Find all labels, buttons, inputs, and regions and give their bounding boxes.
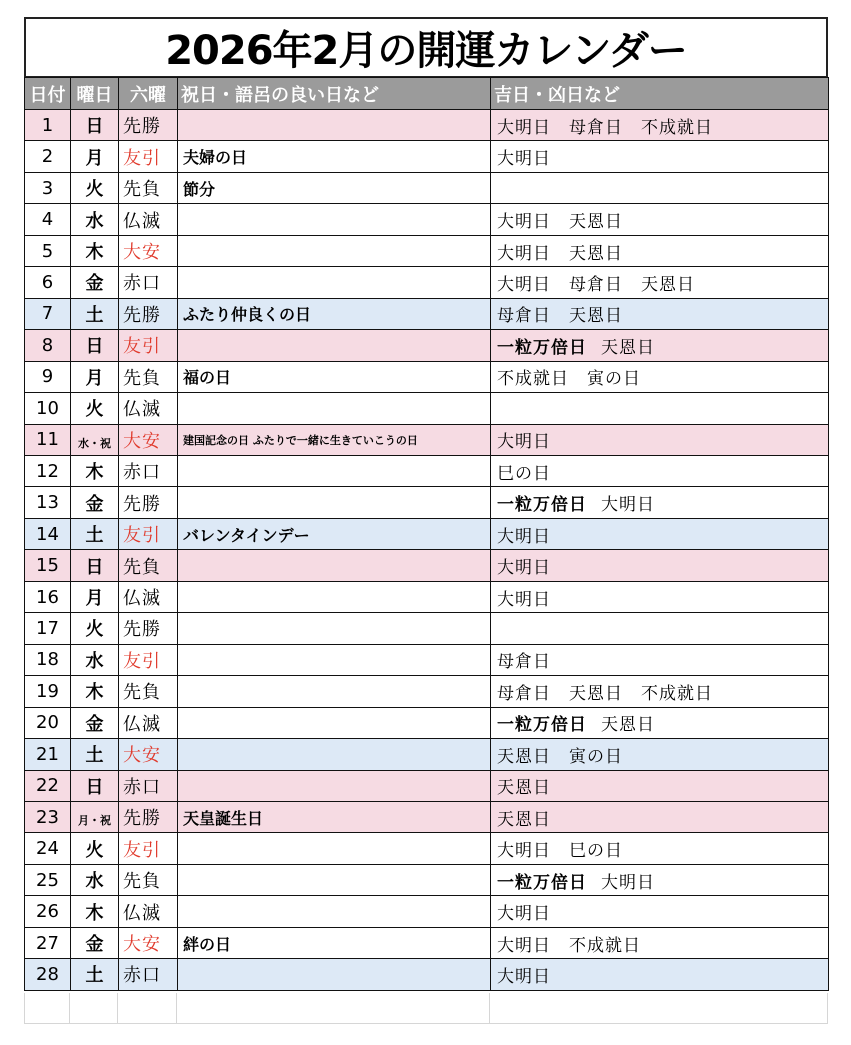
- events-cell[interactable]: [178, 770, 491, 801]
- weekday-cell[interactable]: 木: [71, 896, 119, 927]
- weekday-cell[interactable]: 日: [71, 550, 119, 581]
- table-row: [25, 613, 829, 644]
- weekday-cell[interactable]: 火: [71, 393, 119, 424]
- weekday-cell[interactable]: 日: [71, 770, 119, 801]
- rokuyo-cell[interactable]: 友引: [119, 833, 178, 864]
- day-cell[interactable]: 24: [25, 833, 71, 864]
- table-row: [25, 801, 829, 832]
- weekday-cell[interactable]: 水: [71, 864, 119, 895]
- fortune-text: 大明日: [601, 495, 655, 516]
- fortune-cell[interactable]: [491, 487, 829, 518]
- day-cell[interactable]: 17: [25, 613, 71, 644]
- table-row: [25, 959, 829, 990]
- empty-grid-row: [24, 993, 828, 1024]
- day-cell[interactable]: 7: [25, 298, 71, 329]
- header-weekday: 曜日: [71, 78, 119, 110]
- day-cell[interactable]: 2: [25, 141, 71, 172]
- table-row: [25, 739, 829, 770]
- day-cell[interactable]: 13: [25, 487, 71, 518]
- events-cell[interactable]: [178, 393, 491, 424]
- rokuyo-cell[interactable]: 大安: [119, 739, 178, 770]
- fortune-text: 大明日: [497, 149, 551, 170]
- rokuyo-cell[interactable]: 先勝: [119, 110, 178, 141]
- table-row: [25, 833, 829, 864]
- fortune-cell[interactable]: [491, 204, 829, 235]
- fortune-cell[interactable]: [491, 298, 829, 329]
- fortune-cell[interactable]: [491, 172, 829, 203]
- fortune-text: 大明日 母倉日 天恩日: [497, 274, 695, 295]
- events-cell[interactable]: 天皇誕生日: [178, 801, 491, 832]
- fortune-text: 母倉日 天恩日: [497, 306, 623, 327]
- fortune-text: 母倉日 天恩日 不成就日: [497, 683, 713, 704]
- weekday-cell[interactable]: 金: [71, 267, 119, 298]
- fortune-text: 大明日: [601, 872, 655, 893]
- rokuyo-cell[interactable]: 大安: [119, 927, 178, 958]
- fortune-cell[interactable]: [491, 644, 829, 675]
- rokuyo-cell[interactable]: 先勝: [119, 801, 178, 832]
- fortune-cell[interactable]: [491, 267, 829, 298]
- events-cell[interactable]: ふたり仲良くの日: [178, 298, 491, 329]
- day-cell[interactable]: 1: [25, 110, 71, 141]
- weekday-cell[interactable]: 木: [71, 455, 119, 486]
- day-cell[interactable]: 28: [25, 959, 71, 990]
- fortune-cell[interactable]: [491, 613, 829, 644]
- weekday-cell[interactable]: 金: [71, 707, 119, 738]
- day-cell[interactable]: 26: [25, 896, 71, 927]
- weekday-cell[interactable]: 火: [71, 172, 119, 203]
- fortune-cell[interactable]: [491, 424, 829, 455]
- weekday-cell[interactable]: 日: [71, 110, 119, 141]
- weekday-cell[interactable]: 月・祝: [71, 801, 119, 832]
- events-cell[interactable]: 節分: [178, 172, 491, 203]
- fortune-cell[interactable]: [491, 770, 829, 801]
- fortune-text: 大明日 巳の日: [497, 841, 623, 862]
- events-cell[interactable]: [178, 581, 491, 612]
- day-cell[interactable]: 15: [25, 550, 71, 581]
- rokuyo-cell[interactable]: 赤口: [119, 770, 178, 801]
- table-row: [25, 141, 829, 172]
- calendar-sheet: [24, 17, 828, 991]
- events-cell[interactable]: [178, 707, 491, 738]
- fortune-cell[interactable]: [491, 676, 829, 707]
- rokuyo-cell[interactable]: 仏滅: [119, 707, 178, 738]
- rokuyo-cell[interactable]: 仏滅: [119, 581, 178, 612]
- weekday-cell[interactable]: 火: [71, 833, 119, 864]
- fortune-text: 天恩日: [601, 715, 655, 736]
- fortune-cell[interactable]: [491, 833, 829, 864]
- events-cell[interactable]: [178, 644, 491, 675]
- empty-cell[interactable]: [24, 993, 70, 1024]
- weekday-cell[interactable]: 金: [71, 927, 119, 958]
- fortune-bold-text: 一粒万倍日: [497, 495, 587, 516]
- fortune-bold-text: 一粒万倍日: [497, 337, 587, 358]
- day-cell[interactable]: 11: [25, 424, 71, 455]
- fortune-text: 大明日 天恩日: [497, 243, 623, 264]
- fortune-bold-text: 一粒万倍日: [497, 872, 587, 893]
- fortune-bold-text: 一粒万倍日: [497, 715, 587, 736]
- fortune-text: 大明日 不成就日: [497, 935, 641, 956]
- weekday-cell[interactable]: 水・祝: [71, 424, 119, 455]
- events-cell[interactable]: [178, 487, 491, 518]
- rokuyo-cell[interactable]: 先勝: [119, 298, 178, 329]
- weekday-cell[interactable]: 木: [71, 235, 119, 266]
- events-cell[interactable]: [178, 550, 491, 581]
- weekday-cell[interactable]: 土: [71, 298, 119, 329]
- table-row: [25, 235, 829, 266]
- rokuyo-cell[interactable]: 先負: [119, 550, 178, 581]
- table-row: [25, 864, 829, 895]
- weekday-cell[interactable]: 土: [71, 518, 119, 549]
- day-cell[interactable]: 27: [25, 927, 71, 958]
- events-cell[interactable]: [178, 110, 491, 141]
- day-cell[interactable]: 8: [25, 330, 71, 361]
- rokuyo-cell[interactable]: 友引: [119, 141, 178, 172]
- day-cell[interactable]: 5: [25, 235, 71, 266]
- fortune-text: 大明日: [497, 526, 551, 547]
- fortune-cell[interactable]: [491, 518, 829, 549]
- table-row: [25, 330, 829, 361]
- empty-cell[interactable]: [490, 993, 828, 1024]
- events-cell[interactable]: [178, 235, 491, 266]
- events-cell[interactable]: バレンタインデー: [178, 518, 491, 549]
- fortune-text: 大明日: [497, 432, 551, 453]
- fortune-text: 大明日: [497, 558, 551, 579]
- rokuyo-cell[interactable]: 先負: [119, 361, 178, 392]
- weekday-cell[interactable]: 月: [71, 361, 119, 392]
- rokuyo-cell[interactable]: 先勝: [119, 487, 178, 518]
- fortune-cell[interactable]: [491, 330, 829, 361]
- rokuyo-cell[interactable]: 大安: [119, 424, 178, 455]
- table-row: [25, 770, 829, 801]
- rokuyo-cell[interactable]: 仏滅: [119, 204, 178, 235]
- fortune-text: 母倉日: [497, 652, 551, 673]
- fortune-cell[interactable]: [491, 896, 829, 927]
- day-cell[interactable]: 18: [25, 644, 71, 675]
- header-events: 祝日・語呂の良い日など: [178, 78, 491, 110]
- rokuyo-cell[interactable]: 先負: [119, 676, 178, 707]
- header-fortune: 吉日・凶日など: [491, 78, 829, 110]
- events-cell[interactable]: [178, 896, 491, 927]
- day-cell[interactable]: 20: [25, 707, 71, 738]
- fortune-text: 大明日: [497, 966, 551, 987]
- table-row: [25, 581, 829, 612]
- weekday-cell[interactable]: 金: [71, 487, 119, 518]
- weekday-cell[interactable]: 月: [71, 581, 119, 612]
- fortune-text: 天恩日: [497, 809, 551, 830]
- day-cell[interactable]: 6: [25, 267, 71, 298]
- table-row: [25, 707, 829, 738]
- rokuyo-cell[interactable]: 大安: [119, 235, 178, 266]
- events-cell[interactable]: [178, 330, 491, 361]
- empty-cell[interactable]: [118, 993, 177, 1024]
- weekday-cell[interactable]: 月: [71, 141, 119, 172]
- header-rokuyo: 六曜: [119, 78, 178, 110]
- empty-cell[interactable]: [177, 993, 490, 1024]
- fortune-cell[interactable]: [491, 959, 829, 990]
- fortune-text: 大明日: [497, 589, 551, 610]
- table-row: [25, 896, 829, 927]
- table-row: [25, 550, 829, 581]
- day-cell[interactable]: 21: [25, 739, 71, 770]
- day-cell[interactable]: 10: [25, 393, 71, 424]
- rokuyo-cell[interactable]: 仏滅: [119, 393, 178, 424]
- day-cell[interactable]: 25: [25, 864, 71, 895]
- header-day: 日付: [25, 78, 71, 110]
- fortune-cell[interactable]: [491, 141, 829, 172]
- fortune-text: 不成就日 寅の日: [497, 369, 641, 390]
- table-row: [25, 676, 829, 707]
- day-cell[interactable]: 14: [25, 518, 71, 549]
- table-row: [25, 361, 829, 392]
- rokuyo-cell[interactable]: 友引: [119, 518, 178, 549]
- fortune-text: 大明日 天恩日: [497, 212, 623, 233]
- fortune-cell[interactable]: [491, 393, 829, 424]
- weekday-cell[interactable]: 土: [71, 959, 119, 990]
- table-row: [25, 424, 829, 455]
- events-cell[interactable]: 福の日: [178, 361, 491, 392]
- rokuyo-cell[interactable]: 友引: [119, 330, 178, 361]
- day-cell[interactable]: 16: [25, 581, 71, 612]
- weekday-cell[interactable]: 日: [71, 330, 119, 361]
- events-cell[interactable]: [178, 455, 491, 486]
- day-cell[interactable]: 3: [25, 172, 71, 203]
- weekday-cell[interactable]: 火: [71, 613, 119, 644]
- fortune-cell[interactable]: [491, 927, 829, 958]
- fortune-cell[interactable]: [491, 801, 829, 832]
- fortune-cell[interactable]: [491, 707, 829, 738]
- events-cell[interactable]: [178, 739, 491, 770]
- fortune-cell[interactable]: [491, 581, 829, 612]
- table-row: [25, 172, 829, 203]
- events-cell[interactable]: [178, 613, 491, 644]
- table-row: [25, 927, 829, 958]
- rokuyo-cell[interactable]: 先負: [119, 864, 178, 895]
- events-cell[interactable]: [178, 864, 491, 895]
- table-row: [25, 204, 829, 235]
- events-cell[interactable]: [178, 959, 491, 990]
- weekday-cell[interactable]: 水: [71, 644, 119, 675]
- day-cell[interactable]: 9: [25, 361, 71, 392]
- day-cell[interactable]: 19: [25, 676, 71, 707]
- rokuyo-cell[interactable]: 先勝: [119, 613, 178, 644]
- events-cell[interactable]: [178, 676, 491, 707]
- day-cell[interactable]: 22: [25, 770, 71, 801]
- weekday-cell[interactable]: 土: [71, 739, 119, 770]
- fortune-cell[interactable]: [491, 110, 829, 141]
- events-cell[interactable]: 夫婦の日: [178, 141, 491, 172]
- fortune-text: 大明日 母倉日 不成就日: [497, 117, 713, 138]
- table-row: [25, 298, 829, 329]
- events-cell[interactable]: 絆の日: [178, 927, 491, 958]
- rokuyo-cell[interactable]: 赤口: [119, 267, 178, 298]
- events-cell[interactable]: 建国記念の日 ふたりで一緒に生きていこうの日: [178, 424, 491, 455]
- day-cell[interactable]: 23: [25, 801, 71, 832]
- events-cell[interactable]: [178, 204, 491, 235]
- fortune-cell[interactable]: [491, 864, 829, 895]
- fortune-cell[interactable]: [491, 455, 829, 486]
- weekday-cell[interactable]: 水: [71, 204, 119, 235]
- table-row: [25, 644, 829, 675]
- fortune-text: 巳の日: [497, 463, 551, 484]
- table-row: [25, 455, 829, 486]
- weekday-cell[interactable]: 木: [71, 676, 119, 707]
- fortune-text: 天恩日: [601, 337, 655, 358]
- page-title: 2026年2月の開運カレンダー: [24, 17, 828, 77]
- fortune-text: 大明日: [497, 904, 551, 925]
- table-row: [25, 393, 829, 424]
- fortune-cell[interactable]: [491, 361, 829, 392]
- table-row: [25, 110, 829, 141]
- calendar-table: [24, 77, 829, 991]
- table-row: [25, 487, 829, 518]
- events-cell[interactable]: [178, 833, 491, 864]
- fortune-cell[interactable]: [491, 550, 829, 581]
- empty-cell[interactable]: [70, 993, 118, 1024]
- rokuyo-cell[interactable]: 赤口: [119, 455, 178, 486]
- events-cell[interactable]: [178, 267, 491, 298]
- table-row: [25, 267, 829, 298]
- day-cell[interactable]: 4: [25, 204, 71, 235]
- fortune-text: 天恩日 寅の日: [497, 746, 623, 767]
- fortune-text: 天恩日: [497, 778, 551, 799]
- fortune-cell[interactable]: [491, 235, 829, 266]
- table-row: [25, 518, 829, 549]
- rokuyo-cell[interactable]: 友引: [119, 644, 178, 675]
- day-cell[interactable]: 12: [25, 455, 71, 486]
- rokuyo-cell[interactable]: 仏滅: [119, 896, 178, 927]
- header-row: [25, 78, 829, 110]
- fortune-cell[interactable]: [491, 739, 829, 770]
- rokuyo-cell[interactable]: 赤口: [119, 959, 178, 990]
- rokuyo-cell[interactable]: 先負: [119, 172, 178, 203]
